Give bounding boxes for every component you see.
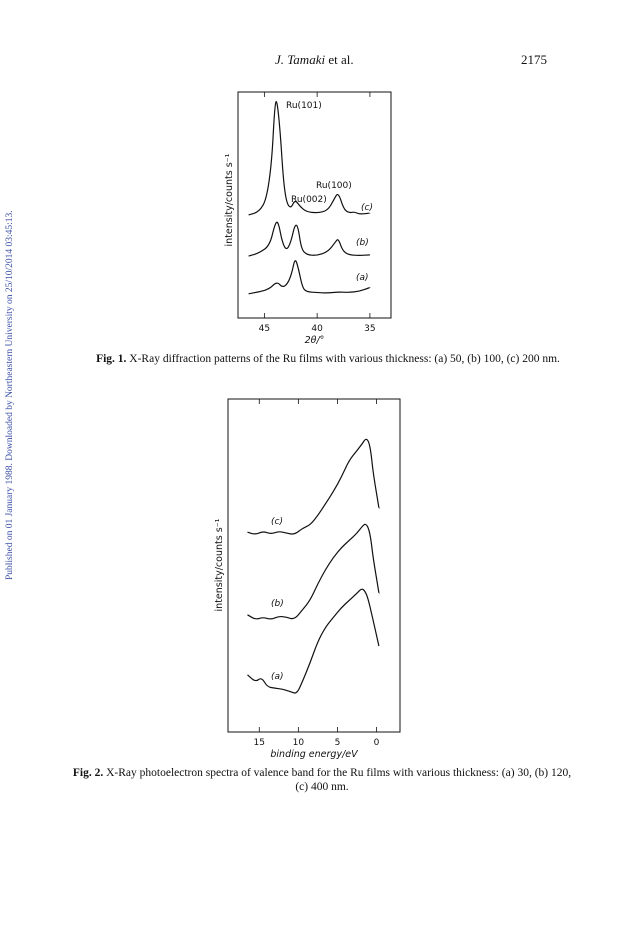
fig1-peak-label: Ru(101) bbox=[286, 101, 322, 111]
author-suffix: et al. bbox=[325, 52, 354, 67]
author-name: J. Tamaki bbox=[275, 52, 326, 67]
fig2-x-axis-label: binding energy/eV bbox=[270, 749, 358, 760]
fig2-series-label: (a) bbox=[271, 672, 284, 682]
fig2-x-tick-label: 5 bbox=[334, 738, 341, 748]
fig2-x-tick-label: 10 bbox=[292, 738, 305, 748]
download-watermark: Published on 01 January 1988. Downloaded by Northeastern University on 25/10/2014 03:45:13. bbox=[5, 210, 15, 580]
fig1-series-label: (a) bbox=[356, 273, 369, 283]
figure-2-caption-text: X-Ray photoelectron spectra of valence band for the Ru films with various thickness: (a) 30, (b) 120, (c) 400 nm. bbox=[106, 767, 572, 793]
fig1-x-tick-label: 45 bbox=[258, 324, 271, 334]
fig2-x-tick-label: 15 bbox=[253, 738, 265, 748]
page-number: 2175 bbox=[521, 52, 547, 67]
fig2-series-2 bbox=[248, 589, 379, 693]
fig2-series-1 bbox=[248, 524, 379, 618]
figure-1-caption-label: Fig. 1. bbox=[96, 353, 127, 365]
fig2-y-axis-label: intensity/counts s⁻¹ bbox=[214, 518, 225, 612]
fig1-x-tick-label: 40 bbox=[311, 324, 323, 334]
fig1-x-axis-label: 2θ/° bbox=[304, 335, 325, 346]
fig1-peak-label: Ru(002) bbox=[291, 195, 327, 205]
fig1-x-tick-label: 35 bbox=[364, 324, 376, 334]
fig2-x-tick-label: 0 bbox=[373, 738, 380, 748]
fig1-series-label: (b) bbox=[356, 238, 369, 248]
fig1-series-label: (c) bbox=[361, 203, 373, 213]
fig2-series-0 bbox=[248, 439, 379, 534]
figure-1-caption-text: X-Ray diffraction patterns of the Ru films with various thickness: (a) 50, (b) 100, (c) 200 nm. bbox=[129, 353, 560, 365]
figure-2-caption bbox=[72, 766, 572, 794]
fig2-series-label: (b) bbox=[271, 599, 284, 609]
figure-2-caption-label: Fig. 2. bbox=[72, 767, 104, 779]
fig1-peak-label: Ru(100) bbox=[316, 181, 352, 191]
fig2-series-label: (c) bbox=[271, 517, 283, 527]
fig1-y-axis-label: intensity/counts s⁻¹ bbox=[224, 153, 235, 247]
